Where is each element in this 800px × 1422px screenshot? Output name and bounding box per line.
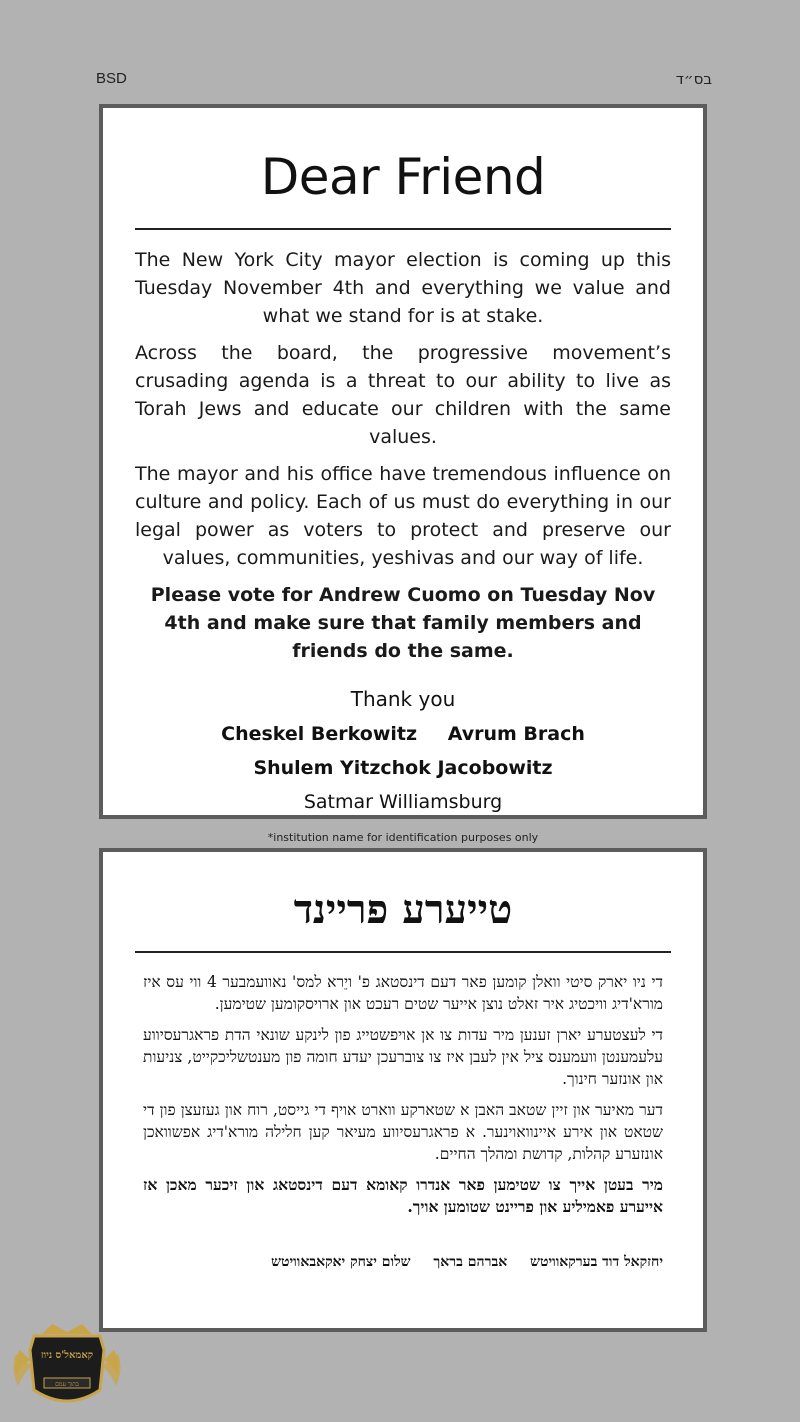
signer-name: שלום יצחק יאקאבאוויטש: [271, 1254, 411, 1270]
bsd-hebrew-mark: בס״ד: [675, 70, 712, 88]
thank-you-line: Thank you: [350, 687, 456, 711]
english-paragraph: Across the board, the progressive movement’s crusading agenda is a threat to our ability to live as Torah Jews and educate our children with the same values.: [135, 342, 671, 448]
yiddish-signers: [143, 1254, 663, 1271]
english-call-to-action: Please vote for Andrew Cuomo on Tuesday Nov 4th and make sure that family members and friends do the same.: [150, 584, 656, 662]
english-paragraph: The mayor and his office have tremendous influence on culture and policy. Each of us must do everything in our legal power as voters to protect and preserve our values, communities, yeshivas and our way of life.: [135, 463, 671, 569]
logo-text-bottom: בתוך עמם: [55, 1381, 79, 1388]
yiddish-call-to-action: מיר בעטן אייך צו שטימען פאר אנדרו קאומא דעם דינסטאג און זיכער מאכן אז אייערע פאמיליע און פריינט שטומען אויך.: [143, 1175, 663, 1216]
logo-text-top: קאמאל'ס ניוז: [40, 1350, 94, 1361]
english-letter-body: [135, 246, 671, 665]
title-divider: [135, 951, 671, 953]
signer-name: אברהם בראך: [433, 1254, 508, 1270]
signer-name: Avrum Brach: [447, 723, 585, 745]
english-letter-title: Dear Friend: [260, 148, 546, 206]
english-letter-card: [99, 104, 707, 844]
footnote: *institution name for identification purposes only: [267, 831, 539, 844]
organization-name: Satmar Williamsburg: [303, 791, 503, 813]
english-paragraph: The New York City mayor election is coming up this Tuesday November 4th and everything we value and what we stand for is at stake.: [135, 249, 671, 327]
yiddish-paragraph: די ניו יארק סיטי וואלן קומען פאר דעם דינסטאג פ' ויֵרא למס' נאוועמבער 4 ווי עס איז מורא'דיג וויכטיג איר זאלט נוצן אייער שטים רעכט און ארויסקומען שטימען.: [143, 973, 663, 1013]
yiddish-letter-body: [143, 971, 663, 1218]
yiddish-letter-title: טייערע פריינד: [293, 886, 513, 933]
signers-row: [103, 723, 703, 745]
publication-logo-emblem: [12, 1320, 122, 1412]
yiddish-paragraph: די לעצטערע יארן זענען מיר עדות צו אן אויפשטייג פון לינקע שונאי הדת פראגרעסיווע עלעמענטן וועמענס ציל אין לעבן איז צו צוברעכן יעדע חומה פון מענטשליכקייט, צניעות און אונזער חינוך.: [143, 1026, 663, 1088]
yiddish-paragraph: דער מאיער און זיין שטאב האבן א שטארקע ווארט אויף די גייסט, רוח און געזעצן פון די שטאט און אירע איינוואוינער. א פראגרעסיווע מעיאר קען חלילה מורא'דיג אפשוואכן אונזערע קהלות, קדושת ומהלך החיים.: [143, 1101, 663, 1163]
title-divider: [135, 228, 671, 230]
signer-name: יחזקאל דוד בערקאוויטש: [530, 1254, 663, 1270]
yiddish-letter-card: [99, 848, 707, 1332]
signer-name: Cheskel Berkowitz: [221, 723, 418, 745]
bsd-mark: BSD: [96, 70, 127, 87]
crown-icon: [42, 1324, 92, 1334]
signer-name: Shulem Yitzchok Jacobowitz: [253, 757, 553, 779]
